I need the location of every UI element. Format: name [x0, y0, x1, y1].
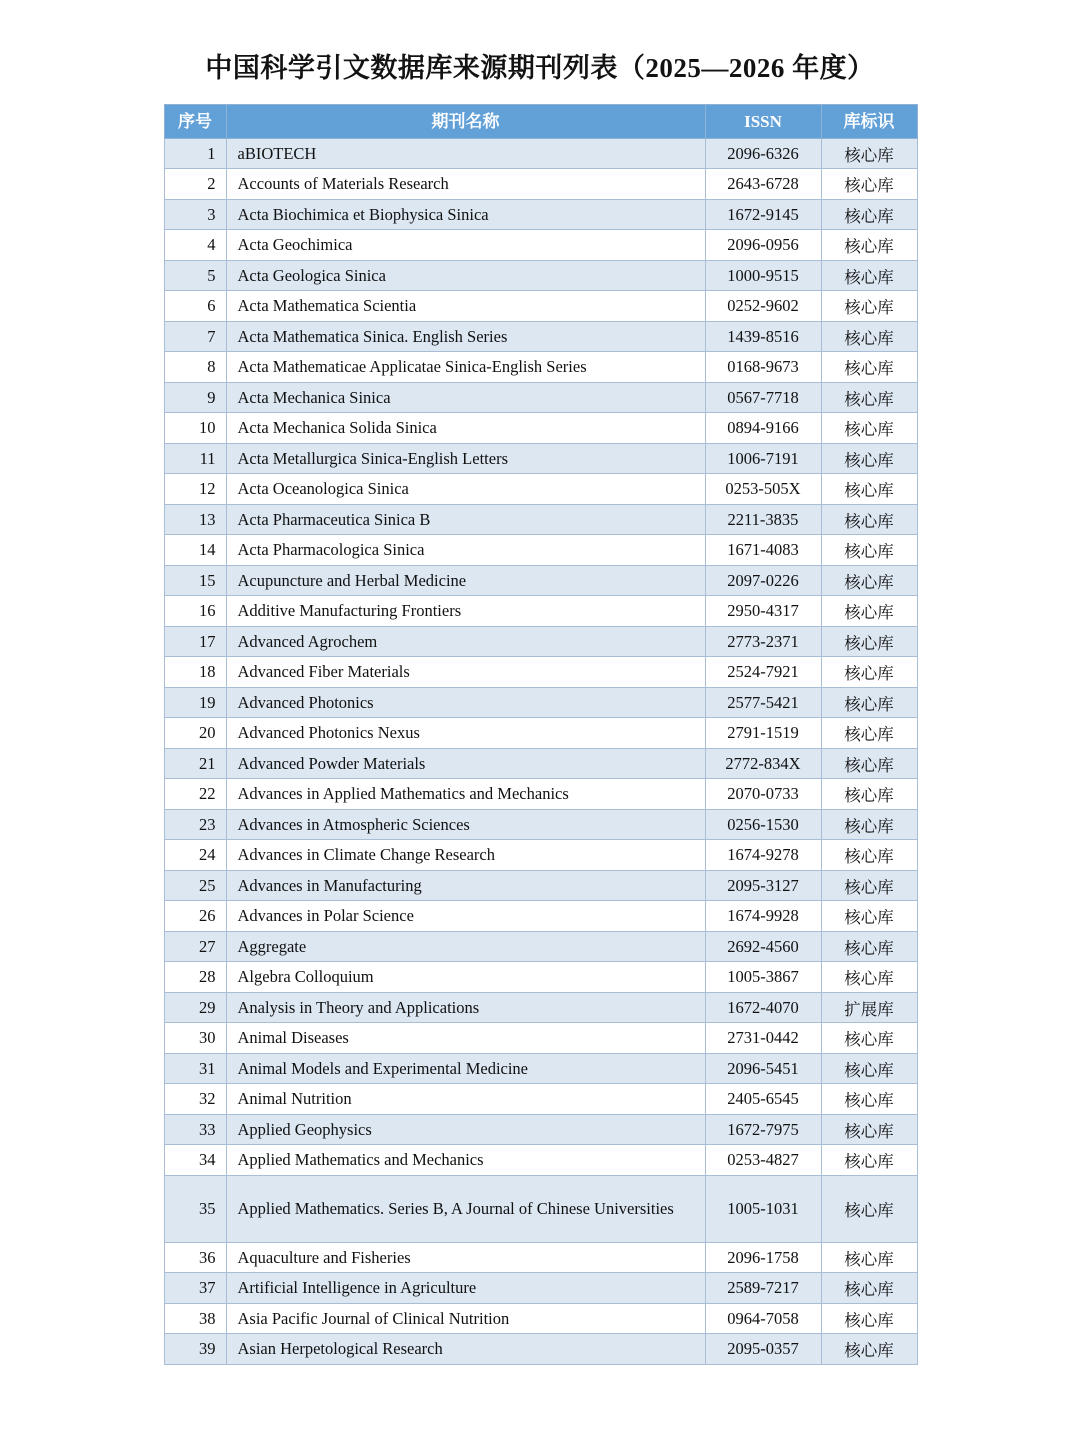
cell-issn: 0894-9166	[705, 413, 821, 444]
table-row	[164, 291, 917, 322]
cell-journal-name: Applied Mathematics. Series B, A Journal of Chinese Universities	[226, 1175, 705, 1242]
cell-sequence-number: 29	[164, 992, 226, 1023]
table-row	[164, 1084, 917, 1115]
cell-database-flag: 核心库	[821, 779, 917, 810]
cell-sequence-number: 18	[164, 657, 226, 688]
cell-issn: 1005-1031	[705, 1175, 821, 1242]
cell-database-flag: 核心库	[821, 809, 917, 840]
cell-sequence-number: 23	[164, 809, 226, 840]
cell-issn: 2211-3835	[705, 504, 821, 535]
cell-sequence-number: 30	[164, 1023, 226, 1054]
cell-issn: 1672-7975	[705, 1114, 821, 1145]
table-row	[164, 931, 917, 962]
cell-journal-name: Asia Pacific Journal of Clinical Nutrition	[226, 1303, 705, 1334]
cell-sequence-number: 26	[164, 901, 226, 932]
table-row	[164, 1303, 917, 1334]
cell-journal-name: Advances in Applied Mathematics and Mechanics	[226, 779, 705, 810]
cell-journal-name: Acta Mathematicae Applicatae Sinica-English Series	[226, 352, 705, 383]
cell-journal-name: Advanced Agrochem	[226, 626, 705, 657]
cell-issn: 2731-0442	[705, 1023, 821, 1054]
cell-journal-name: Acta Mathematica Sinica. English Series	[226, 321, 705, 352]
cell-database-flag: 核心库	[821, 718, 917, 749]
cell-issn: 0168-9673	[705, 352, 821, 383]
cell-journal-name: Acta Oceanologica Sinica	[226, 474, 705, 505]
column-header-issn: ISSN	[705, 104, 821, 138]
table-row	[164, 1023, 917, 1054]
cell-sequence-number: 24	[164, 840, 226, 871]
cell-sequence-number: 19	[164, 687, 226, 718]
cell-database-flag: 核心库	[821, 199, 917, 230]
table-row	[164, 260, 917, 291]
cell-sequence-number: 21	[164, 748, 226, 779]
table-row	[164, 321, 917, 352]
cell-sequence-number: 15	[164, 565, 226, 596]
table-row	[164, 657, 917, 688]
table-row	[164, 1053, 917, 1084]
cell-issn: 2095-3127	[705, 870, 821, 901]
cell-journal-name: Aquaculture and Fisheries	[226, 1242, 705, 1273]
table-row	[164, 504, 917, 535]
table-header	[164, 104, 917, 138]
cell-database-flag: 核心库	[821, 870, 917, 901]
cell-journal-name: Advances in Climate Change Research	[226, 840, 705, 871]
cell-database-flag: 核心库	[821, 535, 917, 566]
cell-issn: 2950-4317	[705, 596, 821, 627]
cell-database-flag: 核心库	[821, 230, 917, 261]
cell-sequence-number: 36	[164, 1242, 226, 1273]
cell-journal-name: Algebra Colloquium	[226, 962, 705, 993]
cell-database-flag: 核心库	[821, 352, 917, 383]
cell-sequence-number: 33	[164, 1114, 226, 1145]
cell-issn: 1439-8516	[705, 321, 821, 352]
cell-journal-name: Acta Mechanica Sinica	[226, 382, 705, 413]
cell-issn: 0964-7058	[705, 1303, 821, 1334]
cell-sequence-number: 16	[164, 596, 226, 627]
cell-database-flag: 核心库	[821, 443, 917, 474]
table-row	[164, 413, 917, 444]
cell-database-flag: 核心库	[821, 413, 917, 444]
cell-database-flag: 核心库	[821, 657, 917, 688]
cell-database-flag: 核心库	[821, 931, 917, 962]
cell-database-flag: 核心库	[821, 840, 917, 871]
cell-database-flag: 核心库	[821, 1242, 917, 1273]
cell-issn: 1672-4070	[705, 992, 821, 1023]
cell-issn: 2096-5451	[705, 1053, 821, 1084]
cell-sequence-number: 3	[164, 199, 226, 230]
cell-journal-name: Acta Mathematica Scientia	[226, 291, 705, 322]
table-row	[164, 1114, 917, 1145]
table-row	[164, 992, 917, 1023]
cell-journal-name: Asian Herpetological Research	[226, 1334, 705, 1365]
cell-database-flag: 核心库	[821, 748, 917, 779]
cell-journal-name: Acta Geologica Sinica	[226, 260, 705, 291]
cell-sequence-number: 35	[164, 1175, 226, 1242]
cell-issn: 2070-0733	[705, 779, 821, 810]
cell-sequence-number: 1	[164, 138, 226, 169]
cell-journal-name: Acta Mechanica Solida Sinica	[226, 413, 705, 444]
table-row	[164, 596, 917, 627]
cell-sequence-number: 5	[164, 260, 226, 291]
cell-database-flag: 核心库	[821, 565, 917, 596]
cell-issn: 2692-4560	[705, 931, 821, 962]
cell-issn: 0253-505X	[705, 474, 821, 505]
cell-sequence-number: 7	[164, 321, 226, 352]
cell-journal-name: Accounts of Materials Research	[226, 169, 705, 200]
table-row	[164, 1242, 917, 1273]
cell-issn: 2524-7921	[705, 657, 821, 688]
cell-database-flag: 核心库	[821, 1334, 917, 1365]
cell-database-flag: 核心库	[821, 1273, 917, 1304]
cell-issn: 0252-9602	[705, 291, 821, 322]
cell-journal-name: Advanced Fiber Materials	[226, 657, 705, 688]
cell-journal-name: Acta Geochimica	[226, 230, 705, 261]
cell-database-flag: 核心库	[821, 138, 917, 169]
cell-journal-name: Acta Biochimica et Biophysica Sinica	[226, 199, 705, 230]
cell-sequence-number: 8	[164, 352, 226, 383]
cell-issn: 1672-9145	[705, 199, 821, 230]
table-row	[164, 352, 917, 383]
table-row	[164, 1145, 917, 1176]
cell-journal-name: Animal Models and Experimental Medicine	[226, 1053, 705, 1084]
cell-sequence-number: 32	[164, 1084, 226, 1115]
cell-sequence-number: 10	[164, 413, 226, 444]
cell-journal-name: Acta Pharmacologica Sinica	[226, 535, 705, 566]
cell-sequence-number: 22	[164, 779, 226, 810]
cell-database-flag: 核心库	[821, 626, 917, 657]
column-header-database-flag: 库标识	[821, 104, 917, 138]
cell-issn: 2773-2371	[705, 626, 821, 657]
cell-database-flag: 核心库	[821, 291, 917, 322]
cell-issn: 2097-0226	[705, 565, 821, 596]
cell-issn: 0256-1530	[705, 809, 821, 840]
cell-issn: 2589-7217	[705, 1273, 821, 1304]
table-row	[164, 1273, 917, 1304]
cell-journal-name: Advances in Manufacturing	[226, 870, 705, 901]
table-row	[164, 1334, 917, 1365]
cell-issn: 2096-1758	[705, 1242, 821, 1273]
cell-issn: 1674-9928	[705, 901, 821, 932]
cell-database-flag: 核心库	[821, 1023, 917, 1054]
cell-journal-name: Applied Geophysics	[226, 1114, 705, 1145]
table-row	[164, 138, 917, 169]
cell-database-flag: 核心库	[821, 1084, 917, 1115]
cell-journal-name: Artificial Intelligence in Agriculture	[226, 1273, 705, 1304]
cell-sequence-number: 25	[164, 870, 226, 901]
cell-database-flag: 核心库	[821, 321, 917, 352]
column-header-journal-name: 期刊名称	[226, 104, 705, 138]
cell-database-flag: 核心库	[821, 1114, 917, 1145]
cell-database-flag: 核心库	[821, 169, 917, 200]
cell-journal-name: Acta Metallurgica Sinica-English Letters	[226, 443, 705, 474]
cell-database-flag: 核心库	[821, 1175, 917, 1242]
cell-issn: 2577-5421	[705, 687, 821, 718]
cell-issn: 0253-4827	[705, 1145, 821, 1176]
cell-sequence-number: 11	[164, 443, 226, 474]
cell-issn: 2095-0357	[705, 1334, 821, 1365]
cell-database-flag: 核心库	[821, 1303, 917, 1334]
table-row	[164, 169, 917, 200]
cell-journal-name: Advances in Polar Science	[226, 901, 705, 932]
cell-database-flag: 核心库	[821, 687, 917, 718]
cell-database-flag: 核心库	[821, 901, 917, 932]
table-row	[164, 840, 917, 871]
cell-sequence-number: 34	[164, 1145, 226, 1176]
table-row	[164, 535, 917, 566]
journal-table-container	[164, 104, 917, 1365]
cell-issn: 2096-6326	[705, 138, 821, 169]
table-row	[164, 626, 917, 657]
cell-journal-name: Advanced Powder Materials	[226, 748, 705, 779]
cell-journal-name: Animal Diseases	[226, 1023, 705, 1054]
cell-issn: 1674-9278	[705, 840, 821, 871]
cell-sequence-number: 38	[164, 1303, 226, 1334]
cell-journal-name: Advanced Photonics	[226, 687, 705, 718]
table-row	[164, 718, 917, 749]
cell-sequence-number: 37	[164, 1273, 226, 1304]
cell-sequence-number: 12	[164, 474, 226, 505]
cell-sequence-number: 4	[164, 230, 226, 261]
cell-database-flag: 核心库	[821, 962, 917, 993]
cell-journal-name: Advances in Atmospheric Sciences	[226, 809, 705, 840]
cell-sequence-number: 27	[164, 931, 226, 962]
cell-issn: 2791-1519	[705, 718, 821, 749]
table-row	[164, 199, 917, 230]
table-row	[164, 443, 917, 474]
cell-journal-name: Applied Mathematics and Mechanics	[226, 1145, 705, 1176]
table-header-row	[164, 104, 917, 138]
cell-issn: 1000-9515	[705, 260, 821, 291]
cell-issn: 1006-7191	[705, 443, 821, 474]
cell-issn: 1671-4083	[705, 535, 821, 566]
cell-sequence-number: 6	[164, 291, 226, 322]
table-row	[164, 962, 917, 993]
table-row	[164, 870, 917, 901]
cell-journal-name: Advanced Photonics Nexus	[226, 718, 705, 749]
column-header-sequence: 序号	[164, 104, 226, 138]
table-body	[164, 138, 917, 1364]
cell-issn: 1005-3867	[705, 962, 821, 993]
cell-journal-name: aBIOTECH	[226, 138, 705, 169]
cell-sequence-number: 31	[164, 1053, 226, 1084]
cell-database-flag: 核心库	[821, 504, 917, 535]
cell-issn: 2405-6545	[705, 1084, 821, 1115]
cell-sequence-number: 28	[164, 962, 226, 993]
cell-journal-name: Acupuncture and Herbal Medicine	[226, 565, 705, 596]
cell-sequence-number: 39	[164, 1334, 226, 1365]
cell-issn: 2096-0956	[705, 230, 821, 261]
table-row	[164, 382, 917, 413]
cell-sequence-number: 20	[164, 718, 226, 749]
cell-sequence-number: 9	[164, 382, 226, 413]
cell-issn: 2643-6728	[705, 169, 821, 200]
table-row	[164, 687, 917, 718]
cell-journal-name: Additive Manufacturing Frontiers	[226, 596, 705, 627]
cell-journal-name: Aggregate	[226, 931, 705, 962]
cell-sequence-number: 17	[164, 626, 226, 657]
cell-sequence-number: 14	[164, 535, 226, 566]
cell-issn: 0567-7718	[705, 382, 821, 413]
cell-journal-name: Analysis in Theory and Applications	[226, 992, 705, 1023]
journal-source-table	[164, 104, 918, 1365]
cell-database-flag: 核心库	[821, 474, 917, 505]
cell-database-flag: 扩展库	[821, 992, 917, 1023]
table-row	[164, 779, 917, 810]
cell-journal-name: Acta Pharmaceutica Sinica B	[226, 504, 705, 535]
cell-database-flag: 核心库	[821, 1145, 917, 1176]
table-row	[164, 901, 917, 932]
cell-database-flag: 核心库	[821, 260, 917, 291]
table-row	[164, 565, 917, 596]
cell-sequence-number: 2	[164, 169, 226, 200]
cell-sequence-number: 13	[164, 504, 226, 535]
table-row	[164, 809, 917, 840]
table-row	[164, 748, 917, 779]
cell-database-flag: 核心库	[821, 382, 917, 413]
page-title: 中国科学引文数据库来源期刊列表（2025—2026 年度）	[205, 53, 875, 83]
table-row	[164, 474, 917, 505]
table-row	[164, 230, 917, 261]
cell-database-flag: 核心库	[821, 1053, 917, 1084]
cell-journal-name: Animal Nutrition	[226, 1084, 705, 1115]
cell-issn: 2772-834X	[705, 748, 821, 779]
table-row	[164, 1175, 917, 1242]
cell-database-flag: 核心库	[821, 596, 917, 627]
